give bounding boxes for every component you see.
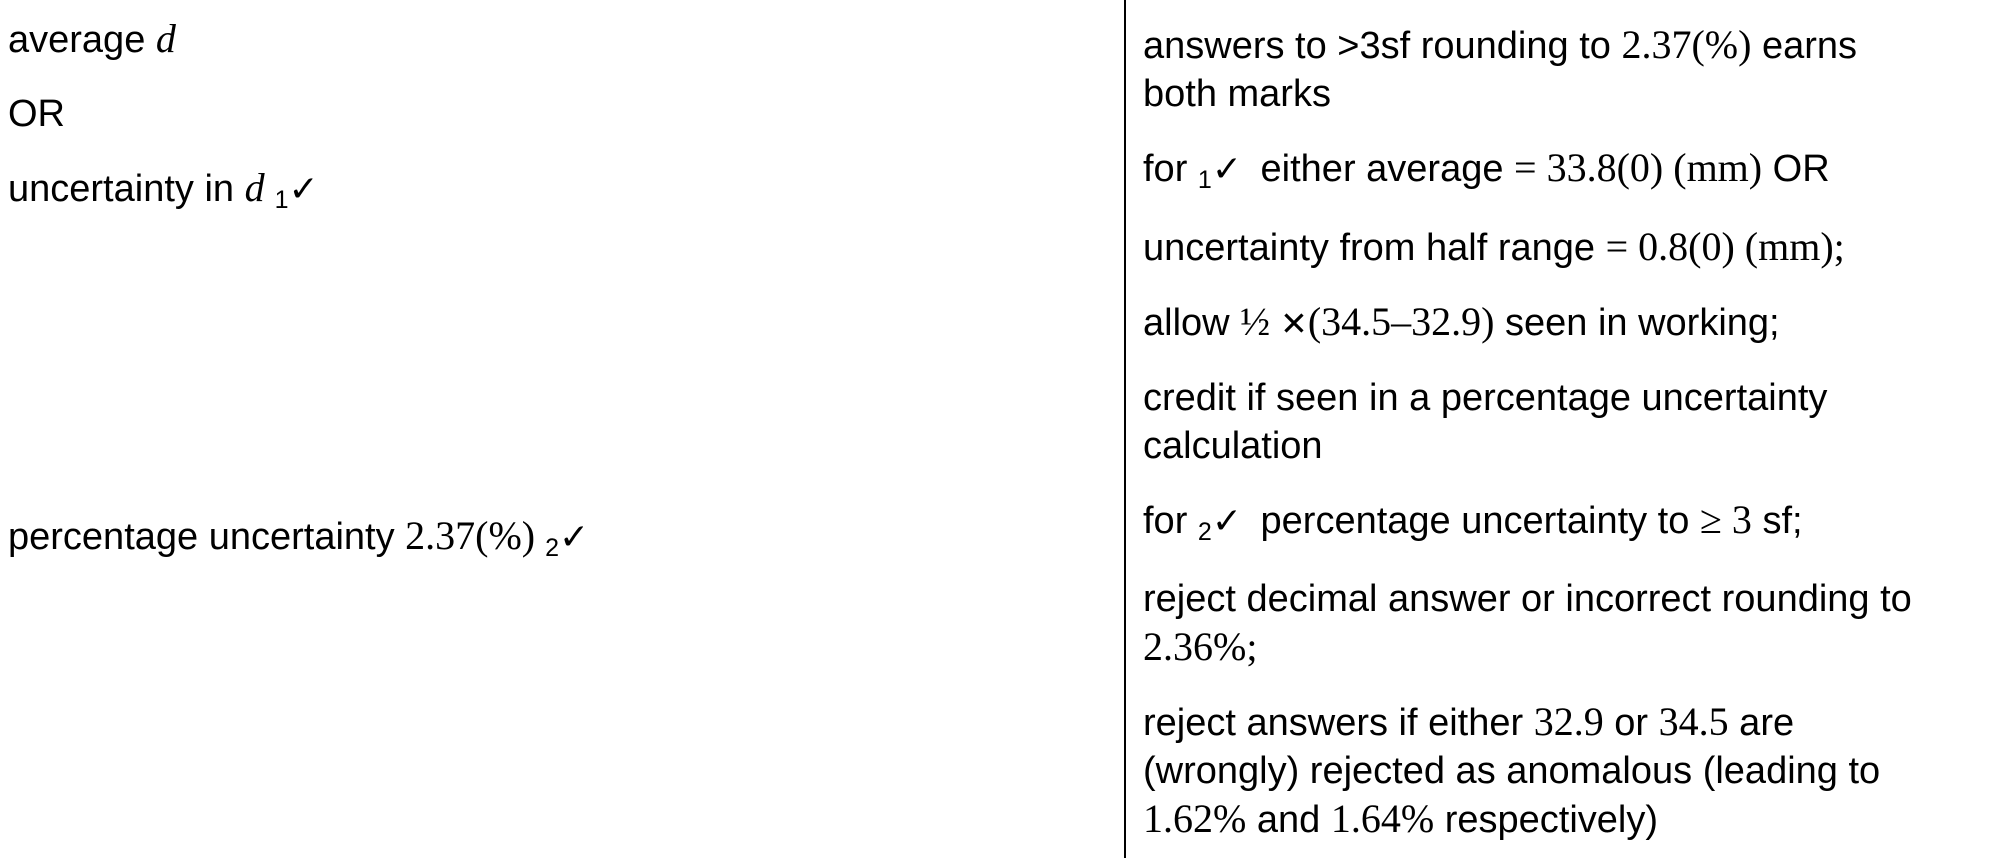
text-run: OR [8, 93, 65, 135]
text-line [1143, 422, 1986, 470]
mark-tick-icon: ✓ [559, 517, 590, 558]
text-run: (34.5–32.9) [1307, 299, 1495, 344]
paragraph [1143, 144, 1986, 197]
text-run: and [1246, 799, 1331, 841]
text-run: 2.37(%) [1621, 22, 1752, 67]
text-run: average [8, 19, 156, 61]
paragraph [1143, 698, 1986, 844]
paragraph [8, 164, 1104, 217]
paragraph [1143, 21, 1986, 118]
text-line [1143, 795, 1986, 844]
paragraph [1143, 496, 1986, 549]
text-line [1143, 374, 1986, 422]
text-run: seen in working; [1494, 302, 1780, 344]
text-run: 1.62% [1143, 796, 1247, 841]
paragraph [1143, 374, 1986, 470]
text-run: d [155, 16, 176, 61]
text-run: earns [1751, 25, 1858, 67]
text-line [1143, 623, 1986, 672]
text-run: 32.9 [1533, 699, 1604, 744]
text-run: for [1143, 500, 1198, 542]
text-line [1143, 70, 1986, 118]
text-run: either average [1249, 148, 1515, 190]
paragraph [8, 90, 1104, 138]
text-run: uncertainty from half range [1143, 227, 1606, 269]
guidance-column [1126, 0, 2006, 858]
mark-number-subscript: 2 [545, 534, 560, 562]
paragraph [1143, 575, 1986, 672]
mark-tick-icon: ✓ [288, 169, 319, 210]
text-run: 34.5 [1658, 699, 1729, 744]
text-line [8, 15, 1104, 64]
paragraph [1143, 298, 1986, 348]
mark-number-subscript: 1 [274, 186, 289, 214]
text-line [1143, 698, 1986, 747]
text-run: = 0.8(0) (mm); [1605, 224, 1845, 269]
text-run: OR [1762, 148, 1830, 190]
text-run: 1.64% [1330, 796, 1435, 841]
paragraph [8, 512, 1104, 565]
text-run: are [1728, 702, 1795, 744]
text-run: reject decimal answer or incorrect rounding to [1143, 578, 1912, 620]
text-run: sf; [1751, 500, 1803, 542]
text-line [1143, 223, 1986, 272]
text-run: = 33.8(0) (mm) [1514, 145, 1763, 190]
paragraph [1143, 223, 1986, 272]
mark-tick-icon: ✓ [1211, 501, 1242, 542]
text-run: or [1603, 702, 1659, 744]
mark-number-subscript: 1 [1197, 166, 1212, 194]
text-run: d [244, 165, 275, 210]
text-run: ≥ 3 [1699, 497, 1752, 542]
text-line [1143, 144, 1986, 197]
paragraph [8, 15, 1104, 64]
text-line [1143, 21, 1986, 70]
text-line [8, 164, 1104, 217]
mark-number-subscript: 2 [1197, 518, 1212, 546]
text-run: uncertainty in [8, 168, 245, 210]
text-run: respectively) [1434, 799, 1659, 841]
text-run: calculation [1143, 425, 1323, 467]
text-run: percentage uncertainty [8, 516, 406, 558]
text-run: for [1143, 148, 1198, 190]
text-run: answers to >3sf rounding to [1143, 25, 1622, 67]
text-run: allow [1143, 302, 1241, 344]
text-run: 2.37(%) [405, 513, 546, 558]
text-line [1143, 747, 1986, 795]
text-run: (wrongly) rejected as anomalous (leading to [1143, 750, 1881, 792]
text-run: percentage uncertainty to [1249, 500, 1700, 542]
text-run: credit if seen in a percentage uncertainty [1143, 377, 1828, 419]
text-line [8, 512, 1104, 565]
text-run: reject answers if either [1143, 702, 1534, 744]
text-line [1143, 496, 1986, 549]
text-line [1143, 298, 1986, 348]
text-run: both marks [1143, 73, 1331, 115]
mark-tick-icon: ✓ [1211, 149, 1242, 190]
text-run: 2.36%; [1143, 624, 1258, 669]
text-run: ½ [1240, 299, 1281, 344]
text-line [8, 90, 1104, 138]
multiply-icon: ✕ [1280, 304, 1308, 343]
text-line [1143, 575, 1986, 623]
